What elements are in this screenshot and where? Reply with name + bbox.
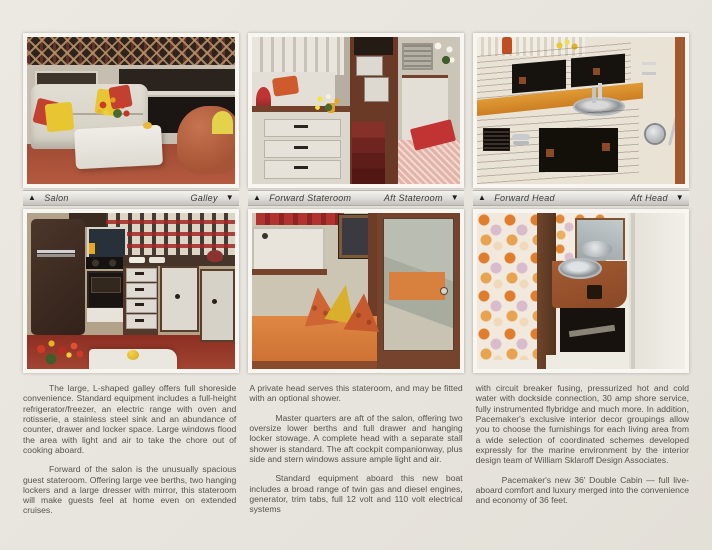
up-triangle-icon: ▲ [253, 193, 262, 202]
caption-left-group [478, 193, 555, 203]
column-group-heads [473, 33, 689, 373]
drawer-handle [135, 288, 144, 291]
orange-pillow [272, 75, 299, 96]
photo-forward-stateroom [248, 33, 464, 188]
juice-carton [89, 243, 95, 254]
refrigerator-handle [37, 250, 74, 253]
caption-right-group [630, 193, 684, 203]
locker-door [356, 56, 383, 76]
paragraph-standard-equipment: Standard equipment aboard this new boat includes a broad range of twin gas and diesel engines, generator, trim tabs, full 12 volt and 110 volt electrical systems [249, 473, 463, 515]
dresser-drawer [264, 140, 341, 158]
flower-bouquet [314, 93, 344, 115]
head-floor [546, 355, 629, 369]
photo-forward-head [473, 33, 689, 188]
door-panel [629, 213, 685, 369]
flower-bouquet [96, 96, 130, 122]
text-column-3 [476, 383, 689, 525]
caption-left-group [28, 193, 69, 203]
red-kettle [207, 250, 223, 262]
drawer-handle [135, 272, 144, 275]
striped-headliner [252, 37, 344, 75]
vanity-cutout [587, 285, 602, 299]
photo-galley [23, 209, 239, 373]
caption-right-group [190, 193, 234, 203]
dresser-drawer [264, 160, 341, 178]
drawer-handle [135, 303, 144, 306]
text-column-2 [249, 383, 462, 525]
caption-left-group [253, 193, 351, 203]
paragraph-equipment-continued: with circuit breaker fusing, pressurized hot and cold water with dockside connection, 30 amp shore service, fully instrumented flybridge and much more. In addition, Pacemaker's exclusive interior decor groupings allow you to choose the furnishings for each living area from a wide selection of coordinated schemes developed expressly for the marine environment by the interior design team of William Sklaroff Design Associates. [475, 383, 689, 466]
oven-window [91, 277, 120, 293]
panel-handle [546, 149, 554, 157]
caption-bar-salon-galley [23, 190, 239, 206]
drawer-handle [294, 125, 308, 128]
dresser-drawer [264, 119, 341, 137]
cooktop [86, 257, 123, 269]
down-triangle-icon: ▼ [675, 193, 684, 202]
paragraph-summary: Pacemaker's new 36' Double Cabin — full live-aboard comfort and luxury merged into the convenience and economy of 36 feet. [475, 474, 689, 506]
galley-cabinet-door [160, 266, 199, 332]
body-copy [0, 373, 712, 525]
caption-bar-heads [473, 190, 689, 206]
up-triangle-icon: ▲ [28, 193, 37, 202]
caption-aft-head: Aft Head [630, 193, 668, 203]
door-frame-line [631, 213, 635, 369]
berth-wood-rail [252, 361, 377, 369]
paragraph-guest-stateroom: Forward of the salon is the unusually spacious guest stateroom. Offering large vee berths, two hanging lockers and a large dresser with mirror, this stateroom will make guests feel at home even on extended cruises. [23, 464, 237, 516]
refrigerator [31, 219, 85, 334]
caption-salon: Salon [44, 193, 69, 203]
red-valance [256, 213, 343, 225]
column-group-staterooms [248, 33, 464, 373]
text-column-1 [23, 383, 236, 525]
vent-grille [402, 43, 433, 71]
galley-cabinet-door [200, 269, 235, 342]
paragraph-galley: The large, L-shaped galley offers full shoreside convenience. Standard equipment includes a full-height refrigerator/freezer, an electric range with oven and rotisserie, a stainless steel sink and an abundance of counter, drawer and locker space. Large windows flood the area with light and air to take the chore out of cooking aboard. [23, 383, 237, 455]
locker-door [364, 77, 389, 103]
drawer-handle [294, 146, 308, 149]
panel-handle [593, 68, 600, 75]
panel-handle [602, 143, 610, 151]
mirror-sink-reflection [581, 241, 612, 257]
chrome-taps [512, 134, 530, 140]
wood-rail [252, 269, 327, 275]
caption-forward-stateroom: Forward Stateroom [269, 193, 352, 203]
yellow-pillow [44, 102, 74, 133]
photo-aft-stateroom [248, 209, 464, 373]
daisy-bouquet [432, 40, 458, 70]
caption-galley: Galley [190, 193, 218, 203]
photo-salon [23, 33, 239, 188]
vent-grille [483, 128, 510, 151]
companionway-opening [354, 37, 394, 55]
carpeted-steps [352, 122, 385, 184]
grapefruit [127, 350, 139, 360]
down-triangle-icon: ▼ [225, 193, 234, 202]
photo-aft-head [473, 209, 689, 373]
cabinet-knob [175, 294, 180, 299]
up-triangle-icon: ▲ [478, 193, 487, 202]
framed-picture [339, 215, 372, 258]
drawer-handle [294, 166, 308, 169]
panel-handle [519, 77, 526, 84]
flower-bouquet [31, 337, 83, 367]
down-triangle-icon: ▼ [450, 193, 459, 202]
salon-coffee-table [74, 124, 163, 168]
circle-pattern-shower-curtain [477, 213, 546, 360]
counter-dishes [129, 257, 145, 263]
paragraph-private-head: A private head serves this stateroom, and may be fitted with an optional shower. [249, 383, 463, 404]
faucet [598, 83, 602, 99]
mirror-reflection [389, 272, 445, 300]
caption-aft-stateroom: Aft Stateroom [383, 193, 443, 203]
caption-bar-staterooms [248, 190, 464, 206]
column-group-salon-galley [23, 33, 239, 373]
drawer-handle [135, 319, 144, 322]
cabinet-knob [212, 299, 217, 304]
salon-patterned-valance [27, 37, 235, 65]
towel-hook [642, 62, 656, 65]
paragraph-master-quarters: Master quarters are aft of the salon, offering two oversize lower berths and full drawer and hanging locker stowage. A complete head with a separate stall shower is standard. The aft cockpit companionway, plus side and stern windows assure ample light and air. [249, 412, 463, 464]
door-frame [675, 37, 685, 184]
caption-right-group [384, 193, 459, 203]
caption-forward-head: Forward Head [494, 193, 555, 203]
decor-fan [212, 111, 233, 135]
oven-drawer [87, 308, 122, 322]
